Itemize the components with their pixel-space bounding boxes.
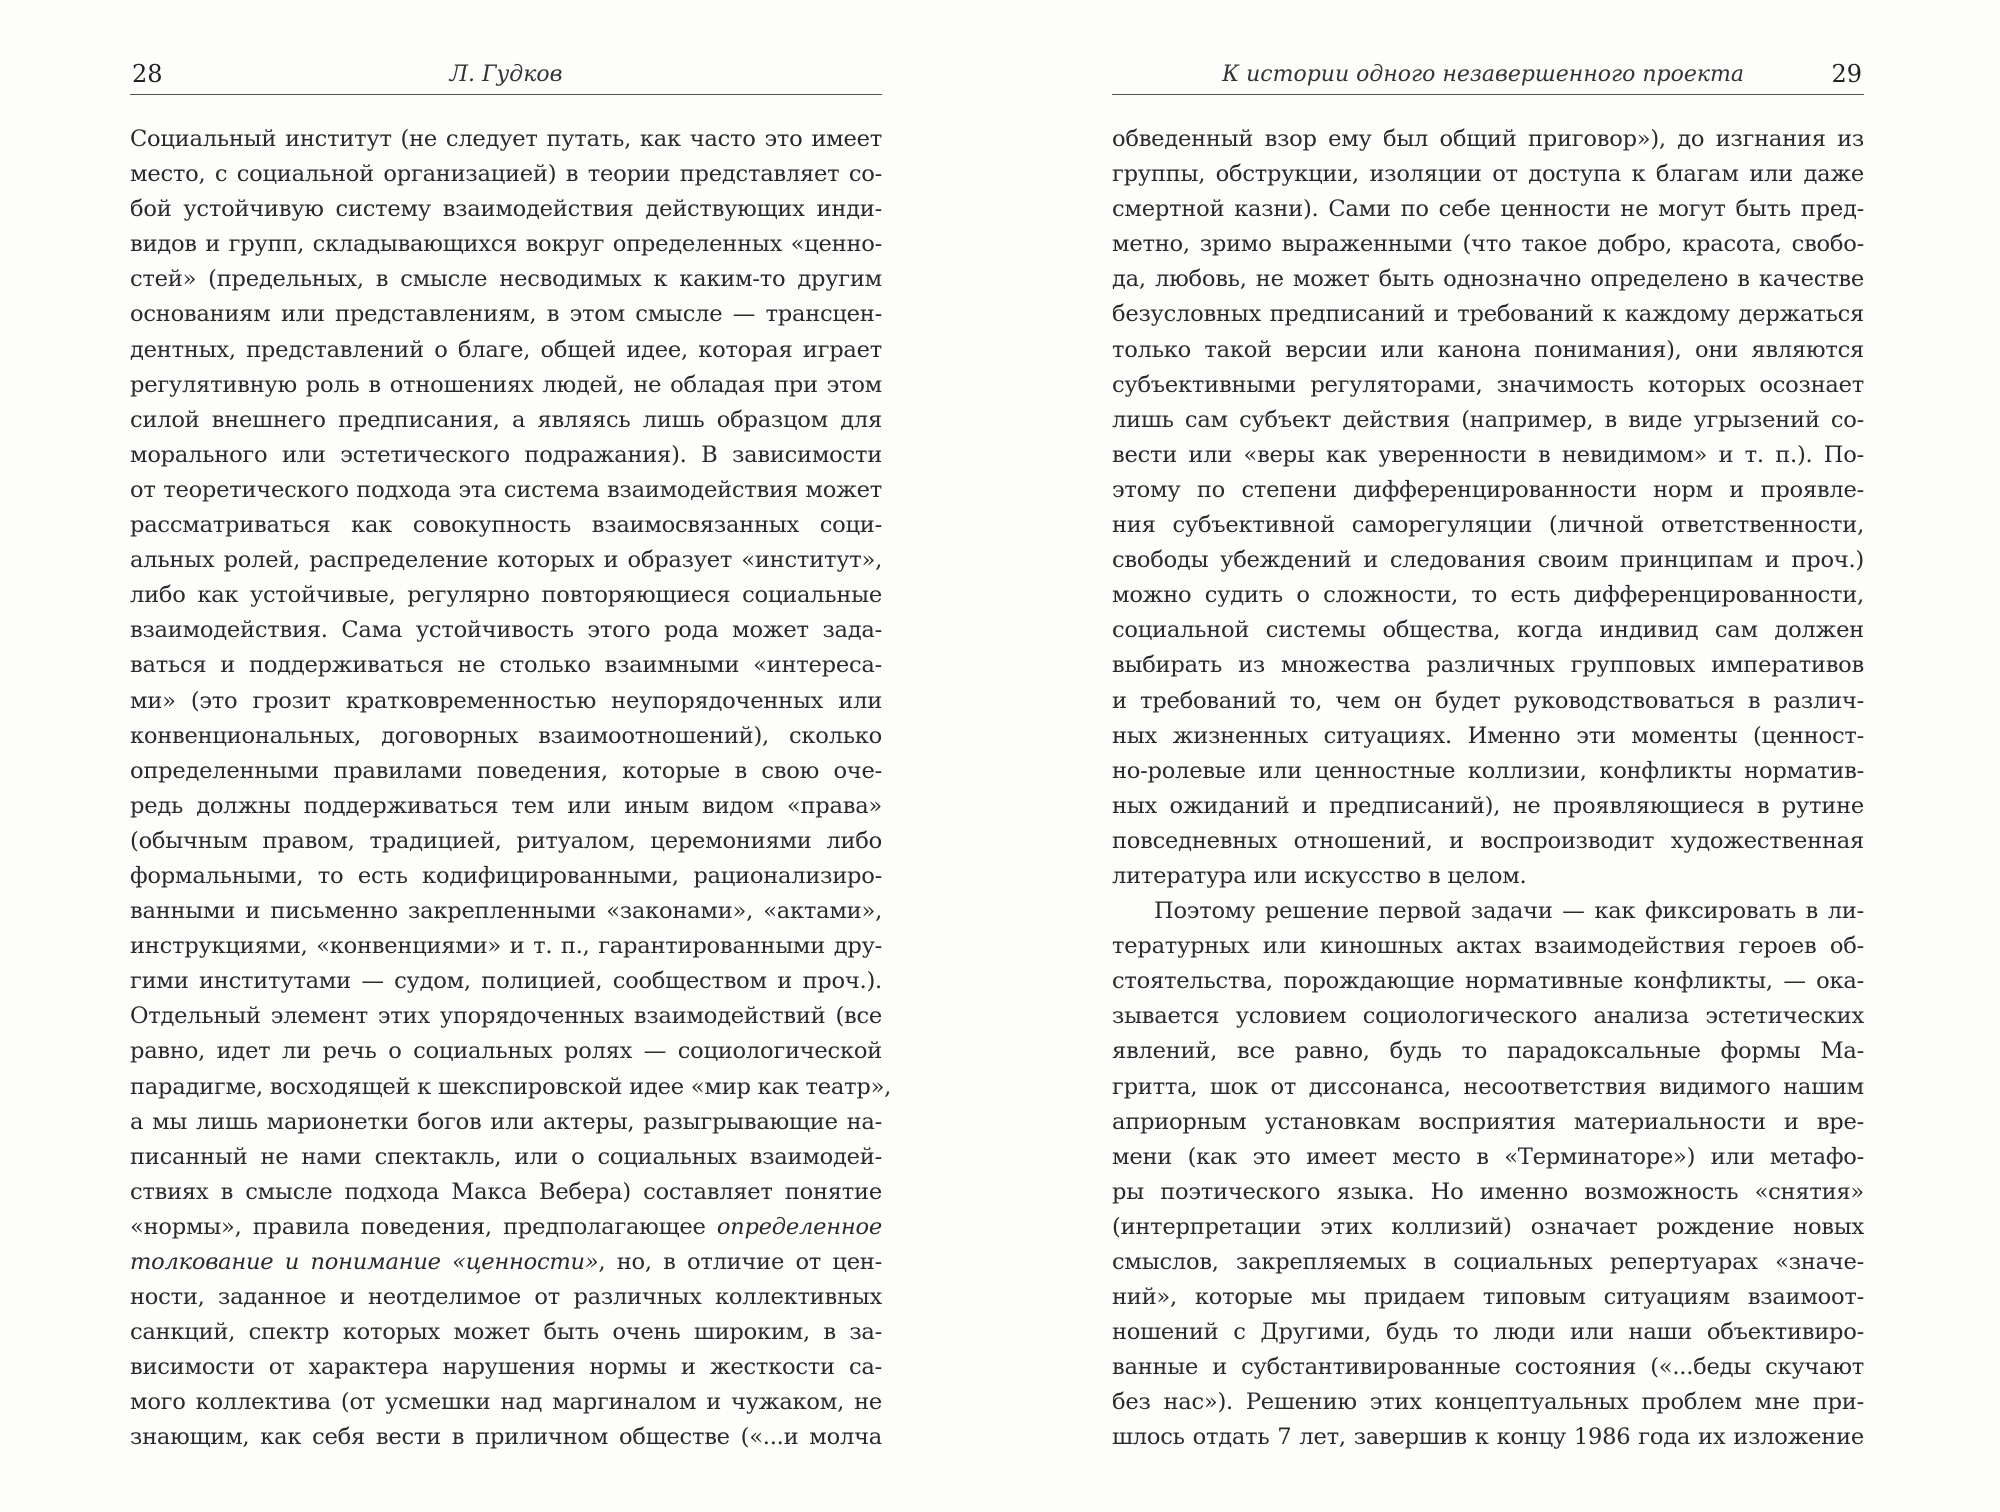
- right-running-head: [1112, 60, 1864, 95]
- left-author-title: Л. Гудков: [449, 62, 563, 87]
- text-line: выбирать из множества различных групповых императивов: [1112, 652, 1864, 679]
- text-line: априорным установкам восприятия материальности и вре-: [1112, 1108, 1864, 1135]
- text-line: определенными правилами поведения, которые в свою оче-: [130, 757, 882, 784]
- text-line: [130, 1245, 882, 1280]
- text-line: гритта, шок от диссонанса, несоответствия видимого нашим: [1112, 1073, 1864, 1100]
- text-line: ми» (это грозит кратковременностью неупорядоченных или: [130, 687, 882, 714]
- text-line: субъективными регуляторами, значимость которых осознает: [1112, 371, 1864, 398]
- text-line: только такой версии или канона понимания), они являются: [1112, 336, 1864, 363]
- right-chapter-title: К истории одного незавершенного проекта: [1222, 62, 1744, 87]
- text-line: рассматриваться как совокупность взаимосвязанных соци-: [130, 512, 882, 539]
- text-fragment: «нормы», правила поведения, предполагающее: [130, 1213, 717, 1240]
- text-line: взаимодействия. Сама устойчивость этого рода может зада-: [130, 617, 882, 644]
- text-line: можно судить о сложности, то есть дифференцированности,: [1112, 582, 1864, 609]
- paragraph-start-line: Поэтому решение первой задачи — как фиксировать в ли-: [1154, 898, 1864, 925]
- text-fragment: , но, в отличие от цен-: [598, 1249, 883, 1275]
- text-line: дентных, представлений о благе, общей идее, которая играет: [130, 336, 882, 363]
- italic-fragment: определенное: [716, 1213, 882, 1240]
- text-line: ний», которые мы придаем типовым ситуациям взаимоот-: [1112, 1284, 1864, 1311]
- text-line: да, любовь, не может быть однозначно определено в качестве: [1112, 266, 1864, 293]
- text-line: ных жизненных ситуациях. Именно эти моменты (ценност-: [1112, 722, 1864, 749]
- text-line: формальными, то есть кодифицированными, рационализиро-: [130, 862, 882, 889]
- text-line: писанный не нами спектакль, или о социальных взаимодей-: [130, 1143, 882, 1170]
- text-line: свободы убеждений и следования своим принципам и проч.): [1112, 547, 1864, 574]
- text-line: бой устойчивую систему взаимодействия действующих инди-: [130, 196, 882, 223]
- text-line: литература или искусство в целом.: [1112, 862, 1527, 889]
- text-line: (обычным правом, традицией, ритуалом, церемониями либо: [130, 827, 882, 854]
- text-line: повседневных отношений, и воспроизводит художественная: [1112, 827, 1864, 854]
- left-page-number: 28: [132, 60, 163, 88]
- text-line: от теоретического подхода эта система взаимодействия может: [130, 476, 882, 503]
- text-line: санкций, спектр которых может быть очень широким, в за-: [130, 1319, 882, 1346]
- text-line: мого коллектива (от усмешки над маргиналом и чужаком, не: [130, 1389, 882, 1416]
- text-line: этому по степени дифференцированности норм и проявле-: [1112, 476, 1864, 503]
- text-line: социальной системы общества, когда индивид сам должен: [1112, 617, 1864, 644]
- text-line: безусловных предписаний и требований к каждому держаться: [1112, 301, 1864, 328]
- text-line: шлось отдать 7 лет, завершив к концу 1986 года их изложение: [1112, 1424, 1864, 1451]
- text-line: стоятельства, порождающие нормативные конфликты, — ока-: [1112, 968, 1864, 995]
- text-line: гими институтами — судом, полицией, сообществом и проч.).: [130, 968, 882, 995]
- text-line: смыслов, закрепляемых в социальных репертуарах «значе-: [1112, 1249, 1864, 1275]
- text-line: ных ожиданий и предписаний), не проявляющиеся в рутине: [1112, 792, 1864, 819]
- text-line: а мы лишь марионетки богов или актеры, разыгрывающие на-: [130, 1108, 882, 1135]
- text-line: мени (как это имеет место в «Терминаторе») или метафо-: [1112, 1143, 1864, 1170]
- text-line: ры поэтического языка. Но именно возможность «снятия»: [1112, 1178, 1864, 1205]
- text-line: основаниям или представлениям, в этом смысле — трансцен-: [130, 301, 882, 328]
- text-line: лишь сам субъект действия (например, в виде угрызений со-: [1112, 406, 1864, 433]
- text-line: редь должны поддерживаться тем или иным видом «права»: [130, 792, 882, 819]
- text-line: инструкциями, «конвенциями» и т. п., гарантированными дру-: [130, 933, 882, 960]
- text-line: ния субъективной саморегуляции (личной ответственности,: [1112, 512, 1864, 539]
- left-body-text: [130, 122, 892, 1456]
- text-line: парадигме, восходящей к шекспировской идее «мир как театр»,: [130, 1073, 892, 1100]
- text-line: зывается условием социологического анализа эстетических: [1112, 1003, 1864, 1030]
- text-line: Социальный институт (не следует путать, как часто это имеет: [130, 126, 882, 152]
- text-line: Отдельный элемент этих упорядоченных взаимодействий (все: [130, 1003, 882, 1030]
- text-line: и требований то, чем он будет руководствоваться в различ-: [1112, 687, 1864, 714]
- text-line: альных ролей, распределение которых и образует «институт»,: [130, 547, 882, 574]
- text-line: тературных или киношных актах взаимодействия героев об-: [1112, 933, 1864, 960]
- text-line: место, с социальной организацией) в теории представляет со-: [130, 161, 882, 188]
- text-line: группы, обструкции, изоляции от доступа к благам или даже: [1112, 161, 1864, 188]
- text-line: ствиях в смысле подхода Макса Вебера) составляет понятие: [130, 1178, 882, 1205]
- text-line: знающим, как себя вести в приличном обществе («...и молча: [130, 1424, 882, 1451]
- text-line: без нас»). Решению этих концептуальных проблем мне при-: [1112, 1389, 1864, 1416]
- text-line: висимости от характера нарушения нормы и жесткости са-: [130, 1354, 882, 1381]
- text-line: ношений с Другими, будь то люди или наши объективиро-: [1112, 1319, 1864, 1346]
- text-line: регулятивную роль в отношениях людей, не обладая при этом: [130, 371, 882, 398]
- text-line: видов и групп, складывающихся вокруг определенных «ценно-: [130, 231, 882, 258]
- text-line: равно, идет ли речь о социальных ролях — социологической: [130, 1038, 882, 1065]
- left-running-head: [130, 60, 882, 95]
- text-line: морального или эстетического подражания). В зависимости: [130, 441, 882, 468]
- text-line: силой внешнего предписания, а являясь лишь образцом для: [130, 406, 882, 433]
- text-line: явлений, все равно, будь то парадоксальные формы Ма-: [1112, 1038, 1864, 1065]
- text-line: [130, 1210, 882, 1245]
- text-line: ваться и поддерживаться не столько взаимными «интереса-: [130, 652, 882, 679]
- right-body-text: [1112, 122, 1864, 1456]
- text-line: ванными и письменно закрепленными «законами», «актами»,: [130, 898, 882, 925]
- text-line: метно, зримо выраженными (что такое добро, красота, свобо-: [1112, 231, 1864, 258]
- text-line: смертной казни). Сами по себе ценности не могут быть пред-: [1112, 196, 1864, 223]
- text-line: либо как устойчивые, регулярно повторяющиеся социальные: [130, 582, 882, 609]
- text-line: обведенный взор ему был общий приговор»), до изгнания из: [1112, 126, 1864, 152]
- text-line: конвенциональных, договорных взаимоотношений), сколько: [130, 722, 882, 749]
- text-line: ванные и субстантивированные состояния («...беды скучают: [1112, 1354, 1864, 1381]
- text-line: стей» (предельных, в смысле несводимых к каким-то другим: [130, 266, 882, 293]
- italic-fragment: толкование и понимание «ценности»: [130, 1249, 599, 1275]
- right-page-number: 29: [1831, 60, 1862, 88]
- text-line: но-ролевые или ценностные коллизии, конфликты норматив-: [1112, 757, 1864, 784]
- text-line: вести или «веры как уверенности в невидимом» и т. п.). По-: [1112, 441, 1864, 468]
- text-line: (интерпретации этих коллизий) означает рождение новых: [1112, 1213, 1864, 1240]
- text-line: ности, заданное и неотделимое от различных коллективных: [130, 1284, 882, 1311]
